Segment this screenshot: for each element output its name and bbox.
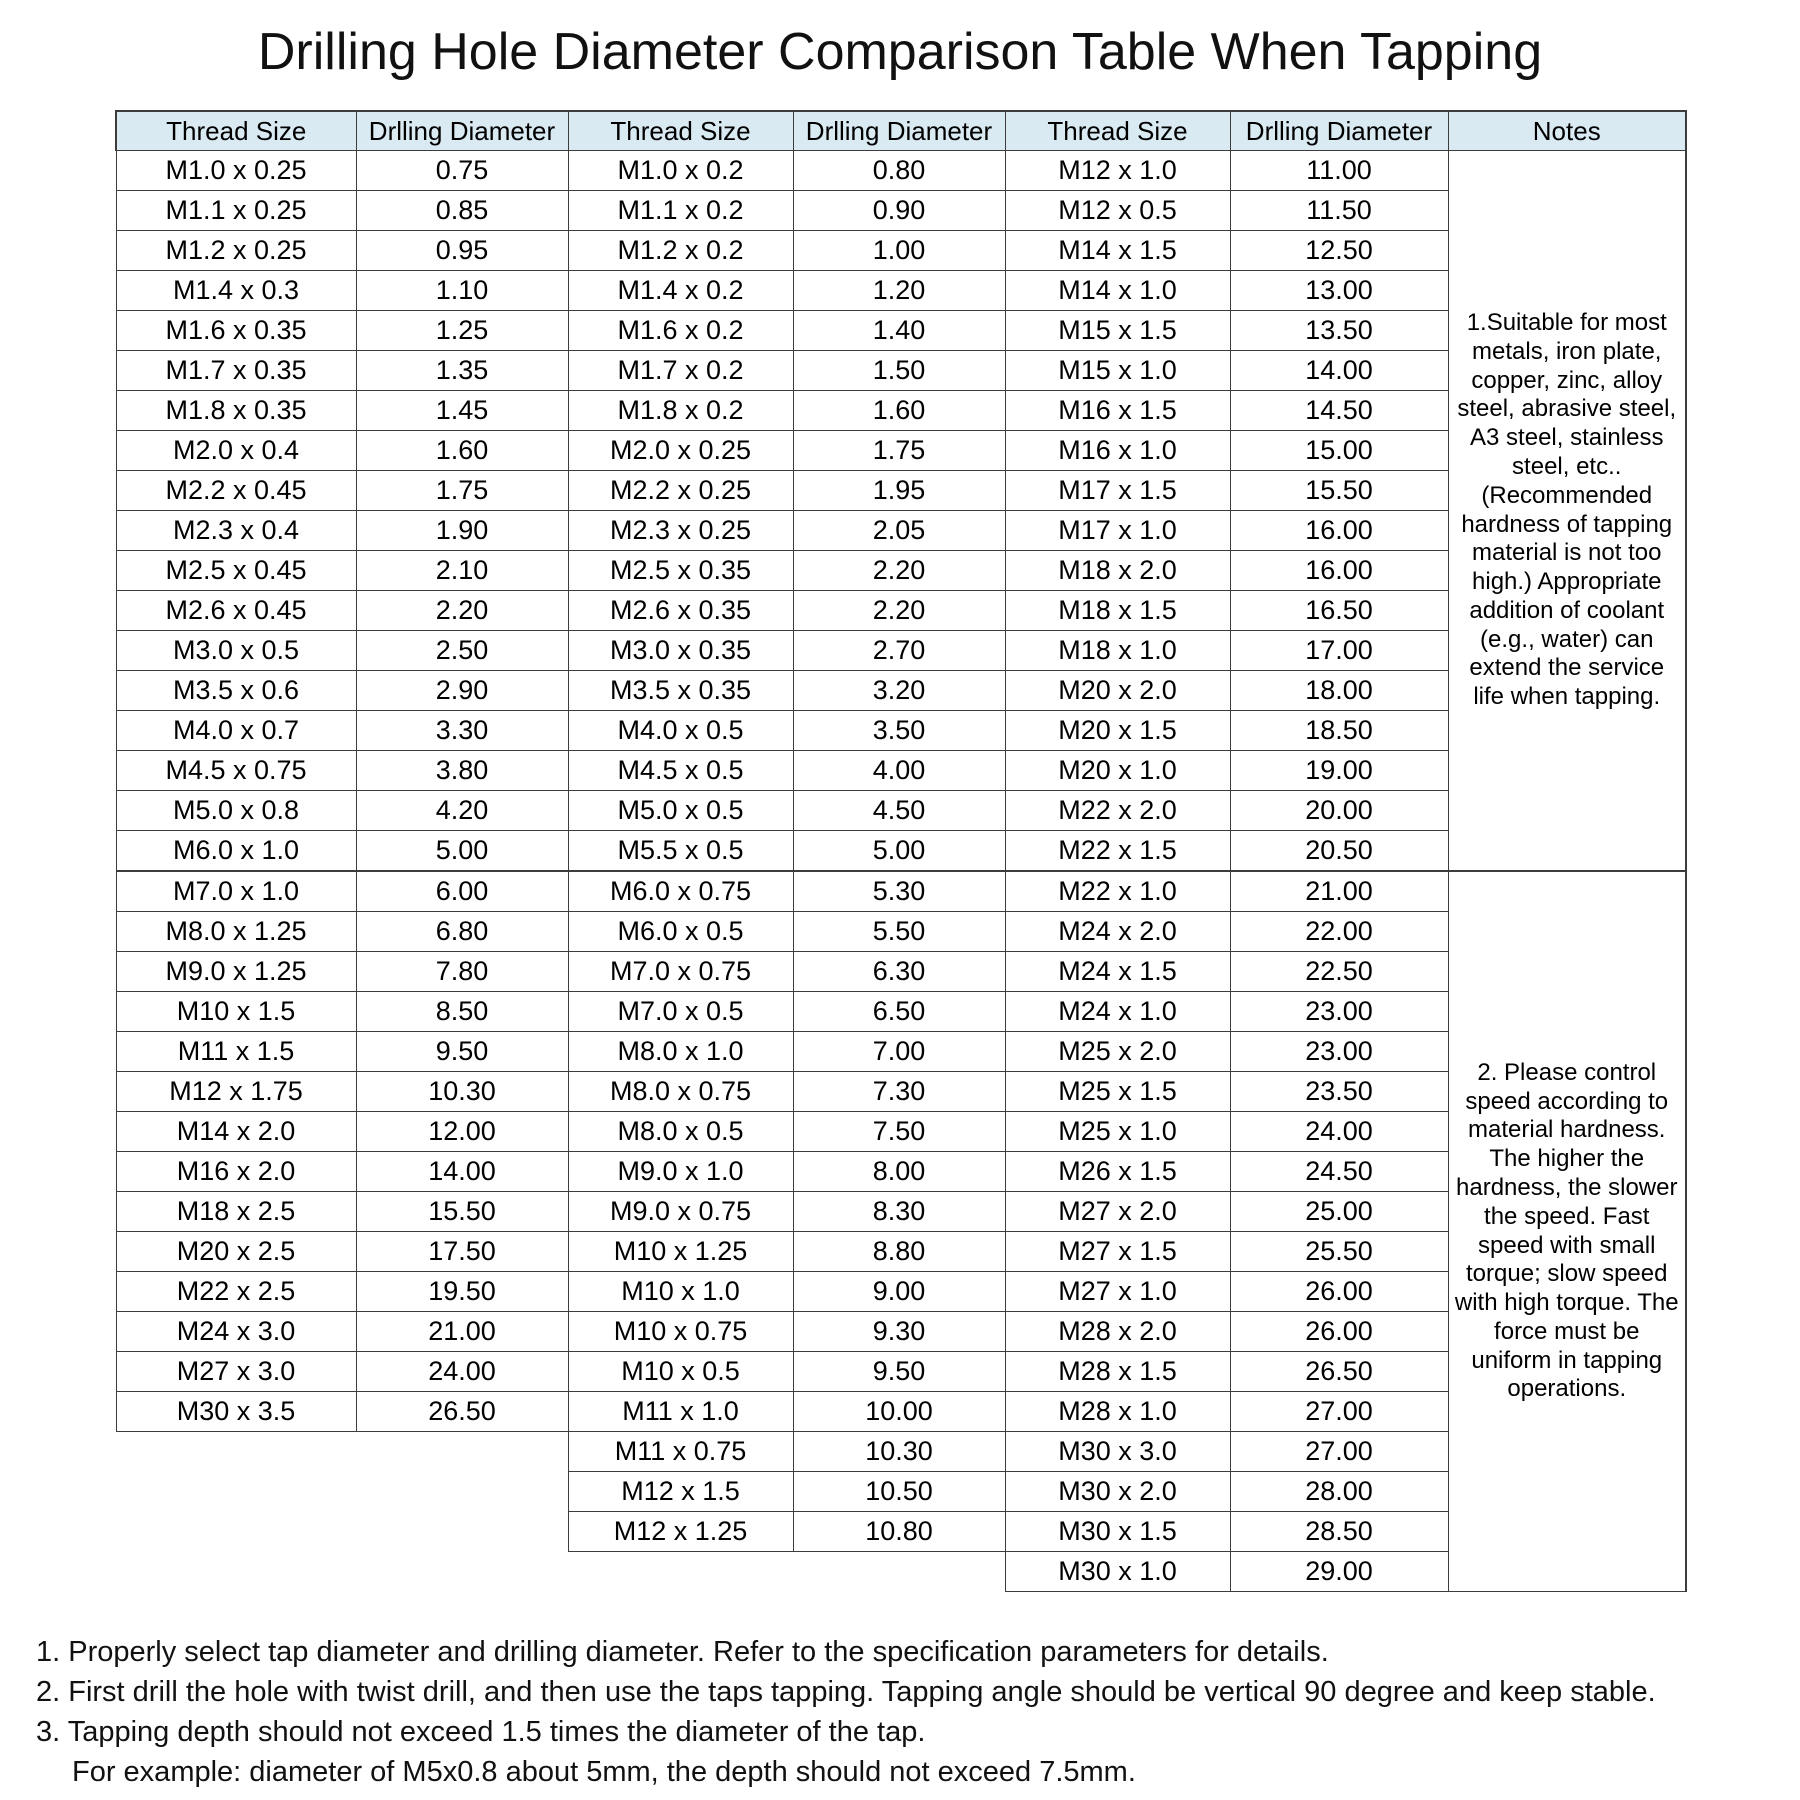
thread-size-cell: M1.8 x 0.35: [116, 391, 356, 431]
drilling-diameter-cell: 26.50: [356, 1392, 568, 1432]
drilling-diameter-cell: 8.80: [793, 1232, 1005, 1272]
thread-size-cell: M12 x 1.25: [568, 1512, 793, 1552]
thread-size-cell: M2.6 x 0.35: [568, 591, 793, 631]
thread-size-cell: M2.0 x 0.25: [568, 431, 793, 471]
drilling-diameter-cell: 7.80: [356, 952, 568, 992]
drilling-diameter-cell: 11.50: [1230, 191, 1448, 231]
drilling-diameter-cell: 0.80: [793, 151, 1005, 191]
thread-size-cell: M9.0 x 1.25: [116, 952, 356, 992]
drilling-diameter-cell: 27.00: [1230, 1392, 1448, 1432]
thread-size-cell: M10 x 1.0: [568, 1272, 793, 1312]
drilling-diameter-cell: 4.00: [793, 751, 1005, 791]
thread-size-cell: M2.2 x 0.25: [568, 471, 793, 511]
thread-size-cell: M17 x 1.5: [1005, 471, 1230, 511]
drilling-diameter-cell: 10.50: [793, 1472, 1005, 1512]
footer-note-3: 3. Tapping depth should not exceed 1.5 times the diameter of the tap.: [36, 1716, 926, 1748]
drilling-diameter-cell: [356, 1472, 568, 1512]
drilling-diameter-cell: 18.00: [1230, 671, 1448, 711]
thread-size-cell: M10 x 1.5: [116, 992, 356, 1032]
drilling-diameter-cell: 7.00: [793, 1032, 1005, 1072]
drilling-diameter-cell: 10.00: [793, 1392, 1005, 1432]
drilling-diameter-cell: 0.85: [356, 191, 568, 231]
drilling-diameter-cell: 6.80: [356, 912, 568, 952]
drilling-diameter-cell: 13.50: [1230, 311, 1448, 351]
drilling-diameter-cell: 5.30: [793, 871, 1005, 912]
thread-size-cell: M15 x 1.5: [1005, 311, 1230, 351]
drilling-diameter-cell: 1.75: [793, 431, 1005, 471]
drilling-diameter-cell: 8.30: [793, 1192, 1005, 1232]
thread-size-cell: M27 x 1.5: [1005, 1232, 1230, 1272]
thread-size-cell: M1.6 x 0.2: [568, 311, 793, 351]
drilling-diameter-cell: 26.00: [1230, 1312, 1448, 1352]
drilling-diameter-cell: 2.20: [793, 551, 1005, 591]
table-row: [116, 871, 1686, 912]
footer-note-example: For example: diameter of M5x0.8 about 5mm, the depth should not exceed 7.5mm.: [72, 1756, 1136, 1788]
header-thread-size-2: Thread Size: [568, 111, 793, 151]
thread-size-cell: M16 x 1.5: [1005, 391, 1230, 431]
drilling-diameter-cell: [793, 1552, 1005, 1592]
thread-size-cell: M2.0 x 0.4: [116, 431, 356, 471]
thread-size-cell: M1.0 x 0.25: [116, 151, 356, 191]
drilling-diameter-cell: 0.90: [793, 191, 1005, 231]
thread-size-cell: M2.6 x 0.45: [116, 591, 356, 631]
drilling-diameter-cell: 8.00: [793, 1152, 1005, 1192]
header-row: [116, 111, 1686, 151]
drilling-diameter-cell: 3.20: [793, 671, 1005, 711]
drilling-diameter-cell: 13.00: [1230, 271, 1448, 311]
thread-size-cell: M4.0 x 0.7: [116, 711, 356, 751]
thread-size-cell: M4.5 x 0.5: [568, 751, 793, 791]
thread-size-cell: M28 x 2.0: [1005, 1312, 1230, 1352]
drilling-diameter-cell: 20.50: [1230, 831, 1448, 872]
drilling-diameter-cell: 3.50: [793, 711, 1005, 751]
thread-size-cell: M12 x 1.75: [116, 1072, 356, 1112]
thread-size-cell: M2.5 x 0.35: [568, 551, 793, 591]
thread-size-cell: M20 x 1.5: [1005, 711, 1230, 751]
thread-size-cell: M22 x 2.5: [116, 1272, 356, 1312]
thread-size-cell: M8.0 x 1.25: [116, 912, 356, 952]
drilling-diameter-cell: 1.20: [793, 271, 1005, 311]
table-row: [116, 151, 1686, 191]
thread-size-cell: M26 x 1.5: [1005, 1152, 1230, 1192]
drilling-diameter-cell: 9.50: [793, 1352, 1005, 1392]
thread-size-cell: M3.0 x 0.5: [116, 631, 356, 671]
thread-size-cell: [116, 1512, 356, 1552]
drilling-comparison-table: [115, 110, 1687, 1592]
thread-size-cell: M27 x 3.0: [116, 1352, 356, 1392]
thread-size-cell: M30 x 3.5: [116, 1392, 356, 1432]
drilling-diameter-cell: 21.00: [356, 1312, 568, 1352]
drilling-diameter-cell: 9.30: [793, 1312, 1005, 1352]
thread-size-cell: M20 x 2.5: [116, 1232, 356, 1272]
drilling-diameter-cell: 2.05: [793, 511, 1005, 551]
footer-notes: [36, 1632, 1800, 1792]
thread-size-cell: M24 x 1.0: [1005, 992, 1230, 1032]
thread-size-cell: M10 x 1.25: [568, 1232, 793, 1272]
header-drilling-diameter-2: Drlling Diameter: [793, 111, 1005, 151]
thread-size-cell: M28 x 1.5: [1005, 1352, 1230, 1392]
drilling-diameter-cell: 19.50: [356, 1272, 568, 1312]
thread-size-cell: M1.0 x 0.2: [568, 151, 793, 191]
thread-size-cell: M1.1 x 0.2: [568, 191, 793, 231]
thread-size-cell: M6.0 x 0.5: [568, 912, 793, 952]
drilling-diameter-cell: 28.50: [1230, 1512, 1448, 1552]
drilling-diameter-cell: 23.00: [1230, 992, 1448, 1032]
thread-size-cell: M28 x 1.0: [1005, 1392, 1230, 1432]
thread-size-cell: [116, 1472, 356, 1512]
thread-size-cell: M24 x 2.0: [1005, 912, 1230, 952]
drilling-diameter-cell: 9.50: [356, 1032, 568, 1072]
drilling-diameter-cell: 3.80: [356, 751, 568, 791]
drilling-diameter-cell: 4.50: [793, 791, 1005, 831]
thread-size-cell: M27 x 2.0: [1005, 1192, 1230, 1232]
thread-size-cell: [116, 1552, 356, 1592]
drilling-diameter-cell: 17.50: [356, 1232, 568, 1272]
thread-size-cell: M15 x 1.0: [1005, 351, 1230, 391]
drilling-diameter-cell: 1.40: [793, 311, 1005, 351]
thread-size-cell: [568, 1552, 793, 1592]
drilling-diameter-cell: 1.95: [793, 471, 1005, 511]
footer-note-1: 1. Properly select tap diameter and drilling diameter. Refer to the specification parameters for details.: [36, 1636, 1329, 1668]
thread-size-cell: M9.0 x 1.0: [568, 1152, 793, 1192]
thread-size-cell: M14 x 1.0: [1005, 271, 1230, 311]
drilling-diameter-cell: 1.90: [356, 511, 568, 551]
thread-size-cell: M6.0 x 1.0: [116, 831, 356, 872]
thread-size-cell: M1.4 x 0.3: [116, 271, 356, 311]
drilling-diameter-cell: 10.80: [793, 1512, 1005, 1552]
thread-size-cell: M1.4 x 0.2: [568, 271, 793, 311]
drilling-diameter-cell: 10.30: [356, 1072, 568, 1112]
thread-size-cell: M3.5 x 0.35: [568, 671, 793, 711]
thread-size-cell: M1.2 x 0.25: [116, 231, 356, 271]
thread-size-cell: [116, 1432, 356, 1472]
thread-size-cell: M8.0 x 0.5: [568, 1112, 793, 1152]
header-thread-size-3: Thread Size: [1005, 111, 1230, 151]
drilling-diameter-cell: 12.00: [356, 1112, 568, 1152]
drilling-diameter-cell: 1.60: [793, 391, 1005, 431]
drilling-diameter-cell: 16.50: [1230, 591, 1448, 631]
drilling-diameter-cell: 2.70: [793, 631, 1005, 671]
table-header: [116, 111, 1686, 151]
drilling-diameter-cell: 16.00: [1230, 511, 1448, 551]
thread-size-cell: M24 x 3.0: [116, 1312, 356, 1352]
thread-size-cell: M12 x 1.0: [1005, 151, 1230, 191]
thread-size-cell: M4.0 x 0.5: [568, 711, 793, 751]
drilling-diameter-cell: 1.00: [793, 231, 1005, 271]
thread-size-cell: M20 x 1.0: [1005, 751, 1230, 791]
drilling-diameter-cell: 6.00: [356, 871, 568, 912]
thread-size-cell: M2.3 x 0.4: [116, 511, 356, 551]
thread-size-cell: M20 x 2.0: [1005, 671, 1230, 711]
thread-size-cell: M22 x 1.0: [1005, 871, 1230, 912]
drilling-diameter-cell: 15.00: [1230, 431, 1448, 471]
notes-cell-2: 2. Please control speed according to material hardness. The higher the hardness, the slower the speed. Fast speed with small torque; slow speed with high torque. The force must be uniform in tapping operations.: [1448, 871, 1686, 1592]
drilling-diameter-cell: 6.50: [793, 992, 1005, 1032]
drilling-diameter-cell: 1.60: [356, 431, 568, 471]
thread-size-cell: M25 x 2.0: [1005, 1032, 1230, 1072]
drilling-diameter-cell: 11.00: [1230, 151, 1448, 191]
thread-size-cell: M2.5 x 0.45: [116, 551, 356, 591]
thread-size-cell: M2.2 x 0.45: [116, 471, 356, 511]
header-thread-size-1: Thread Size: [116, 111, 356, 151]
drilling-diameter-cell: 7.30: [793, 1072, 1005, 1112]
drilling-diameter-cell: 1.35: [356, 351, 568, 391]
thread-size-cell: M5.5 x 0.5: [568, 831, 793, 872]
drilling-diameter-cell: 6.30: [793, 952, 1005, 992]
drilling-diameter-cell: 12.50: [1230, 231, 1448, 271]
thread-size-cell: M11 x 1.5: [116, 1032, 356, 1072]
drilling-diameter-cell: 2.90: [356, 671, 568, 711]
drilling-diameter-cell: 5.00: [356, 831, 568, 872]
thread-size-cell: M7.0 x 0.75: [568, 952, 793, 992]
drilling-diameter-cell: 0.95: [356, 231, 568, 271]
header-drilling-diameter-1: Drlling Diameter: [356, 111, 568, 151]
thread-size-cell: M14 x 2.0: [116, 1112, 356, 1152]
thread-size-cell: M30 x 2.0: [1005, 1472, 1230, 1512]
thread-size-cell: M1.6 x 0.35: [116, 311, 356, 351]
thread-size-cell: M5.0 x 0.8: [116, 791, 356, 831]
drilling-diameter-cell: 22.50: [1230, 952, 1448, 992]
drilling-diameter-cell: 5.50: [793, 912, 1005, 952]
thread-size-cell: M10 x 0.75: [568, 1312, 793, 1352]
thread-size-cell: M10 x 0.5: [568, 1352, 793, 1392]
thread-size-cell: M8.0 x 1.0: [568, 1032, 793, 1072]
drilling-diameter-cell: 7.50: [793, 1112, 1005, 1152]
thread-size-cell: M18 x 1.5: [1005, 591, 1230, 631]
thread-size-cell: M3.0 x 0.35: [568, 631, 793, 671]
drilling-diameter-cell: 19.00: [1230, 751, 1448, 791]
thread-size-cell: M14 x 1.5: [1005, 231, 1230, 271]
drilling-diameter-cell: 28.00: [1230, 1472, 1448, 1512]
drilling-diameter-cell: 8.50: [356, 992, 568, 1032]
header-drilling-diameter-3: Drlling Diameter: [1230, 111, 1448, 151]
thread-size-cell: M11 x 1.0: [568, 1392, 793, 1432]
thread-size-cell: M6.0 x 0.75: [568, 871, 793, 912]
thread-size-cell: M4.5 x 0.75: [116, 751, 356, 791]
thread-size-cell: M30 x 1.5: [1005, 1512, 1230, 1552]
thread-size-cell: M1.7 x 0.2: [568, 351, 793, 391]
drilling-diameter-cell: 20.00: [1230, 791, 1448, 831]
drilling-diameter-cell: 17.00: [1230, 631, 1448, 671]
drilling-diameter-cell: 25.00: [1230, 1192, 1448, 1232]
drilling-diameter-cell: 18.50: [1230, 711, 1448, 751]
thread-size-cell: M5.0 x 0.5: [568, 791, 793, 831]
drilling-diameter-cell: 29.00: [1230, 1552, 1448, 1592]
thread-size-cell: M22 x 2.0: [1005, 791, 1230, 831]
drilling-diameter-cell: 10.30: [793, 1432, 1005, 1472]
drilling-diameter-cell: 24.50: [1230, 1152, 1448, 1192]
thread-size-cell: M7.0 x 1.0: [116, 871, 356, 912]
drilling-diameter-cell: 5.00: [793, 831, 1005, 872]
thread-size-cell: M3.5 x 0.6: [116, 671, 356, 711]
drilling-diameter-cell: 1.45: [356, 391, 568, 431]
drilling-diameter-cell: 26.00: [1230, 1272, 1448, 1312]
thread-size-cell: M7.0 x 0.5: [568, 992, 793, 1032]
thread-size-cell: M18 x 2.5: [116, 1192, 356, 1232]
thread-size-cell: M1.1 x 0.25: [116, 191, 356, 231]
drilling-diameter-cell: 14.50: [1230, 391, 1448, 431]
thread-size-cell: M1.7 x 0.35: [116, 351, 356, 391]
thread-size-cell: M16 x 1.0: [1005, 431, 1230, 471]
drilling-diameter-cell: 23.50: [1230, 1072, 1448, 1112]
drilling-diameter-cell: 15.50: [1230, 471, 1448, 511]
notes-cell-1: 1.Suitable for most metals, iron plate, copper, zinc, alloy steel, abrasive steel, A3 steel, stainless steel, etc..(Recommended hardness of tapping material is not too high.) Appropriate addition of coolant (e.g., water) can extend the service life when tapping.: [1448, 151, 1686, 872]
drilling-diameter-cell: 4.20: [356, 791, 568, 831]
drilling-diameter-cell: 2.20: [793, 591, 1005, 631]
header-notes: Notes: [1448, 111, 1686, 151]
thread-size-cell: M12 x 0.5: [1005, 191, 1230, 231]
drilling-diameter-cell: 1.25: [356, 311, 568, 351]
thread-size-cell: M25 x 1.5: [1005, 1072, 1230, 1112]
thread-size-cell: M16 x 2.0: [116, 1152, 356, 1192]
drilling-diameter-cell: 14.00: [356, 1152, 568, 1192]
thread-size-cell: M1.8 x 0.2: [568, 391, 793, 431]
table-body: [116, 151, 1686, 1592]
thread-size-cell: M18 x 1.0: [1005, 631, 1230, 671]
thread-size-cell: M30 x 1.0: [1005, 1552, 1230, 1592]
drilling-diameter-cell: 1.50: [793, 351, 1005, 391]
thread-size-cell: M25 x 1.0: [1005, 1112, 1230, 1152]
thread-size-cell: M9.0 x 0.75: [568, 1192, 793, 1232]
thread-size-cell: M2.3 x 0.25: [568, 511, 793, 551]
drilling-diameter-cell: 9.00: [793, 1272, 1005, 1312]
thread-size-cell: M11 x 0.75: [568, 1432, 793, 1472]
thread-size-cell: M27 x 1.0: [1005, 1272, 1230, 1312]
drilling-diameter-cell: 24.00: [1230, 1112, 1448, 1152]
drilling-diameter-cell: 22.00: [1230, 912, 1448, 952]
thread-size-cell: M18 x 2.0: [1005, 551, 1230, 591]
drilling-diameter-cell: 1.75: [356, 471, 568, 511]
drilling-diameter-cell: 2.50: [356, 631, 568, 671]
thread-size-cell: M24 x 1.5: [1005, 952, 1230, 992]
drilling-diameter-cell: 24.00: [356, 1352, 568, 1392]
thread-size-cell: M1.2 x 0.2: [568, 231, 793, 271]
drilling-diameter-cell: 3.30: [356, 711, 568, 751]
drilling-diameter-cell: 26.50: [1230, 1352, 1448, 1392]
thread-size-cell: M17 x 1.0: [1005, 511, 1230, 551]
thread-size-cell: M8.0 x 0.75: [568, 1072, 793, 1112]
thread-size-cell: M12 x 1.5: [568, 1472, 793, 1512]
drilling-diameter-cell: 1.10: [356, 271, 568, 311]
thread-size-cell: M22 x 1.5: [1005, 831, 1230, 872]
drilling-diameter-cell: [356, 1432, 568, 1472]
drilling-diameter-cell: 2.20: [356, 591, 568, 631]
drilling-diameter-cell: 0.75: [356, 151, 568, 191]
drilling-diameter-cell: 2.10: [356, 551, 568, 591]
footer-note-2: 2. First drill the hole with twist drill, and then use the taps tapping. Tapping angle should be vertical 90 degree and keep stable.: [36, 1676, 1656, 1708]
thread-size-cell: M30 x 3.0: [1005, 1432, 1230, 1472]
drilling-diameter-cell: 21.00: [1230, 871, 1448, 912]
drilling-diameter-cell: [356, 1552, 568, 1592]
drilling-diameter-cell: 27.00: [1230, 1432, 1448, 1472]
page-title: Drilling Hole Diameter Comparison Table When Tapping: [257, 23, 1543, 81]
drilling-diameter-cell: 15.50: [356, 1192, 568, 1232]
drilling-diameter-cell: 16.00: [1230, 551, 1448, 591]
drilling-diameter-cell: 23.00: [1230, 1032, 1448, 1072]
drilling-diameter-cell: 25.50: [1230, 1232, 1448, 1272]
drilling-diameter-cell: 14.00: [1230, 351, 1448, 391]
drilling-diameter-cell: [356, 1512, 568, 1552]
